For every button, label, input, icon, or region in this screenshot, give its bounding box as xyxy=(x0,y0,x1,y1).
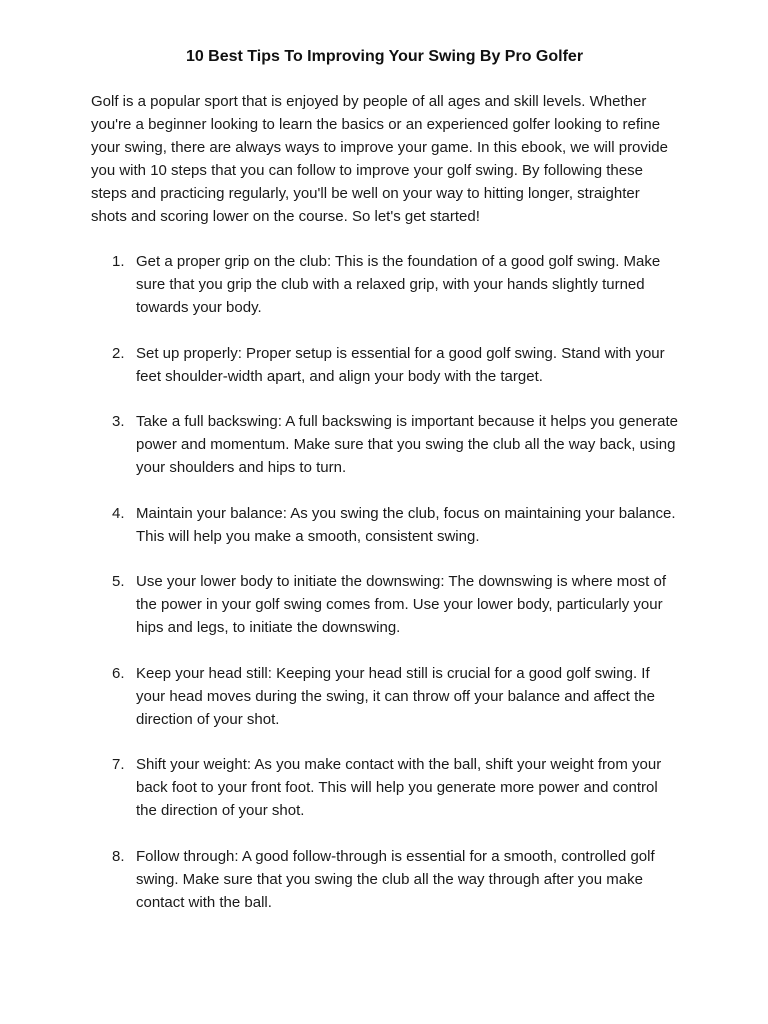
step-item xyxy=(91,662,678,731)
step-text: Use your lower body to initiate the downswing: The downswing is where most of the power in your golf swing comes from. Use your lower body, particularly your hips and legs, to initiate the downswing. xyxy=(136,573,666,636)
step-item xyxy=(91,502,678,548)
step-number: 4. xyxy=(112,504,125,522)
intro-paragraph: Golf is a popular sport that is enjoyed by people of all ages and skill levels. Whether you're a beginner looking to learn the basics or an experienced golfer looking to refine your swing, there are always ways to improve your game. In this ebook, we will provide you with 10 steps that you can follow to improve your golf swing. By following these steps and practicing regularly, you'll be well on your way to hitting longer, straighter shots and scoring lower on the course. So let's get started! xyxy=(91,93,668,225)
step-text: Shift your weight: As you make contact with the ball, shift your weight from your back foot to your front foot. This will help you generate more power and control the direction of your shot. xyxy=(136,756,662,819)
document-title: 10 Best Tips To Improving Your Swing By Pro Golfer xyxy=(185,48,584,65)
step-number: 8. xyxy=(112,847,125,865)
step-text: Follow through: A good follow-through is essential for a smooth, controlled golf swing. Make sure that you swing the club all the way through after you make contact with the ball. xyxy=(136,847,655,911)
step-item xyxy=(91,570,678,639)
step-number: 3. xyxy=(112,413,125,430)
step-number: 1. xyxy=(112,253,125,270)
step-number: 2. xyxy=(112,344,125,362)
step-item xyxy=(91,753,678,822)
step-text: Maintain your balance: As you swing the club, focus on maintaining your balance. This will help you make a smooth, consistent swing. xyxy=(136,504,676,545)
step-text: Set up properly: Proper setup is essential for a good golf swing. Stand with your feet shoulder-width apart, and align your body with the target. xyxy=(136,344,665,385)
step-item xyxy=(91,410,678,479)
step-number: 6. xyxy=(112,664,125,682)
step-text: Keep your head still: Keeping your head still is crucial for a good golf swing. If your head moves during the swing, it can throw off your balance and affect the direction of your shot. xyxy=(136,664,655,728)
step-item xyxy=(91,250,678,319)
step-item xyxy=(91,342,678,388)
step-item xyxy=(91,845,678,914)
step-text: Get a proper grip on the club: This is the foundation of a good golf swing. Make sure that you grip the club with a relaxed grip, with your hands slightly turned towards your body. xyxy=(136,253,661,316)
step-number: 7. xyxy=(112,756,125,773)
step-number: 5. xyxy=(112,573,125,590)
step-text: Take a full backswing: A full backswing is important because it helps you generate power and momentum. Make sure that you swing the club all the way back, using your shoulders and hips to turn. xyxy=(136,413,678,476)
steps-list xyxy=(91,250,678,914)
